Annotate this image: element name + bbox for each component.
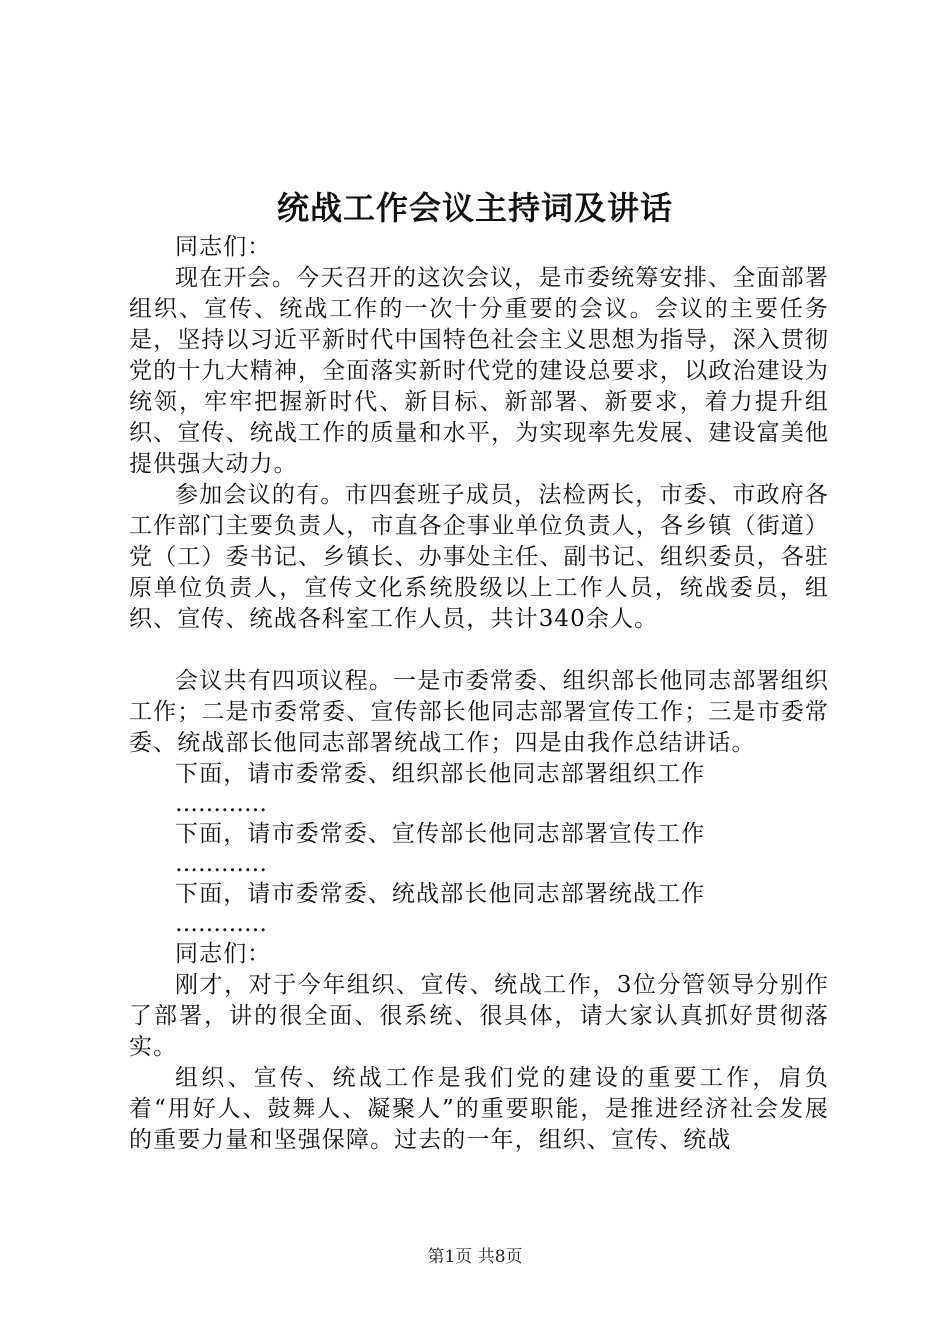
paragraph-attendees: 参加会议的有。市四套班子成员，法检两长，市委、市政府各工作部门主要负责人，市直各企事业单位负责人，各乡镇（街道）党（工）委书记、乡镇长、办事处主任、副书记、组织委员，各驻原单位负责人，宣传文化系统股级以上工作人员，统战委员，组织、宣传、统战各科室工作人员，共计340余人。 xyxy=(129,482,829,632)
paragraph-importance: 组织、宣传、统战工作是我们党的建设的重要工作，肩负着“用好人、鼓舞人、凝聚人”的重要职能，是推进经济社会发展的重要力量和坚强保障。过去的一年，组织、宣传、统战 xyxy=(129,1065,829,1153)
document-body xyxy=(129,232,829,1156)
ellipsis-organization: ………… xyxy=(175,791,267,817)
ellipsis-united-front: ………… xyxy=(175,911,267,937)
paragraph-summary: 刚才，对于今年组织、宣传、统战工作，3位分管领导分别作了部署，讲的很全面、很系统、很具体，请大家认真抓好贯彻落实。 xyxy=(129,972,829,1060)
paragraph-agenda: 会议共有四项议程。一是市委常委、组织部长他同志部署组织工作；二是市委常委、宣传部长他同志部署宣传工作；三是市委常委、统战部长他同志部署统战工作；四是由我作总结讲话。 xyxy=(129,668,829,756)
paragraph-opening: 现在开会。今天召开的这次会议，是市委统筹安排、全面部署组织、宣传、统战工作的一次十分重要的会议。会议的主要任务是，坚持以习近平新时代中国特色社会主义思想为指导，深入贯彻党的十九大精神，全面落实新时代党的建设总要求，以政治建设为统领，牢牢把握新时代、新目标、新部署、新要求，着力提升组织、宣传、统战工作的质量和水平，为实现率先发展、建设富美他提供强大动力。 xyxy=(129,265,829,477)
greeting-opening: 同志们： xyxy=(175,234,272,260)
invitation-united-front: 下面，请市委常委、统战部长他同志部署统战工作 xyxy=(175,881,706,907)
page-number-footer: 第1页 共8页 xyxy=(427,1247,523,1267)
document-title: 统战工作会议主持词及讲话 xyxy=(276,189,673,227)
greeting-closing: 同志们： xyxy=(175,941,272,967)
invitation-organization: 下面，请市委常委、组织部长他同志部署组织工作 xyxy=(175,761,706,787)
invitation-publicity: 下面，请市委常委、宣传部长他同志部署宣传工作 xyxy=(175,821,706,847)
paragraph-spacer xyxy=(129,635,829,666)
ellipsis-publicity: ………… xyxy=(175,851,267,877)
